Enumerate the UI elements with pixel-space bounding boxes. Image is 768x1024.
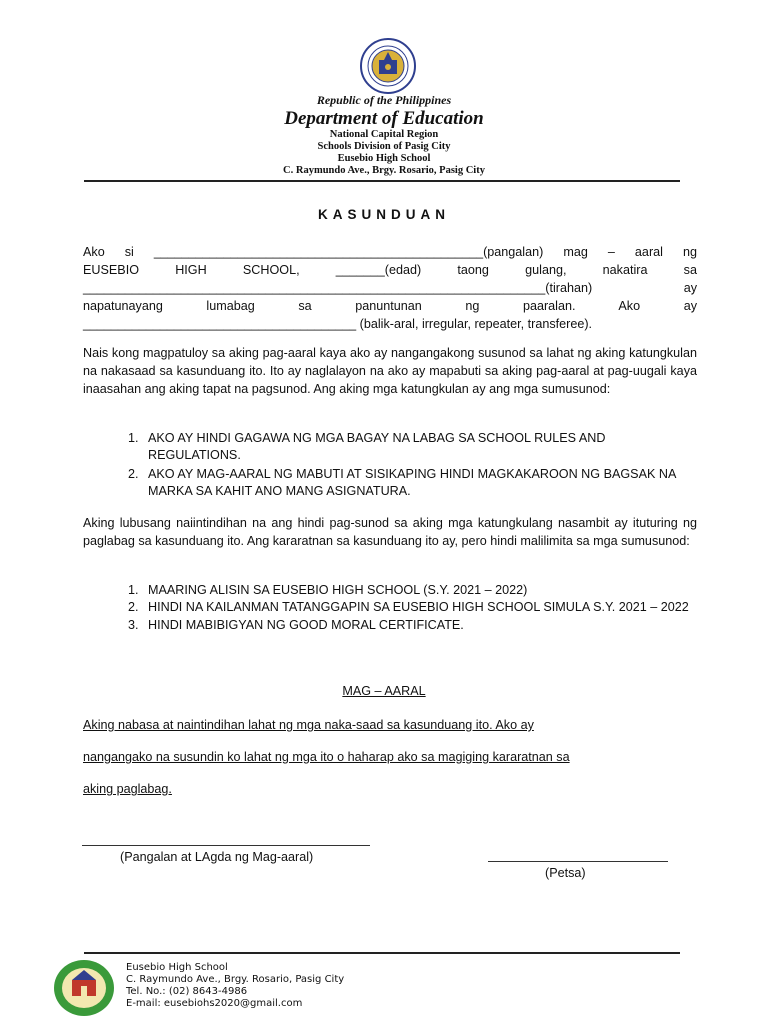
intro-line: EUSEBIO HIGH SCHOOL, _______(edad) taong gulang, nakatira sa	[83, 263, 697, 277]
list-item: 2. AKO AY MAG-AARAL NG MABUTI AT SISIKAPING HINDI MAGKAKAROON NG BAGSAK NA MARKA SA KAHIT ANO MANG ASIGNATURA.	[128, 467, 676, 498]
footer-school: Eusebio High School	[126, 962, 228, 973]
pledge-line: aking paglabag.	[83, 782, 172, 796]
region-line: National Capital Region	[329, 129, 439, 140]
footer-tel: Tel. No.: (02) 8643-4986	[126, 986, 248, 997]
address-line: C. Raymundo Ave., Brgy. Rosario, Pasig City	[283, 165, 485, 176]
commitment-paragraph: Nais kong magpatuloy sa aking pag-aaral kaya ako ay nangangakong susunod sa lahat ng aking katungkulan na nakasaad sa kasunduang ito. Ito ay naglalayon na ako ay mapabuti sa aking pag-aaral at pag-uugali kaya inaasahan ang aking tapat na pagsunod. Ang aking mga katungkulan ay ang mga sumusunod:	[83, 346, 697, 396]
footer-email: E-mail: eusebiohs2020@gmail.com	[126, 998, 303, 1009]
list-item: 3. HINDI MABIBIGYAN NG GOOD MORAL CERTIFICATE.	[128, 618, 464, 632]
list-item: 1. MAARING ALISIN SA EUSEBIO HIGH SCHOOL (S.Y. 2021 – 2022)	[128, 583, 528, 597]
intro-paragraph	[83, 243, 697, 333]
intro-line: _______________________________________ (balik-aral, irregular, repeater, transferee).	[83, 317, 593, 331]
pledge-line: Aking nabasa at naintindihan lahat ng mga naka-saad sa kasunduang ito. Ako ay	[83, 718, 534, 732]
division-line: Schools Division of Pasig City	[317, 141, 451, 152]
signature-caption: (Pangalan at LAgda ng Mag-aaral)	[120, 850, 314, 864]
intro-line: napatunayang lumabag sa panuntunan ng paaralan. Ako ay	[83, 299, 697, 313]
header-divider	[84, 180, 680, 182]
date-caption: (Petsa)	[545, 866, 586, 880]
deped-seal-icon	[352, 38, 424, 94]
consequences-list	[128, 582, 697, 634]
pledge-line: nangangako na susundin ko lahat ng mga ito o haharap ako sa magiging kararatnan sa	[83, 750, 570, 764]
department-name: Department of Education	[284, 108, 484, 129]
consequence-paragraph: Aking lubusang naiintindihan na ang hindi pag-sunod sa aking mga katungkulang nasambit ay ituturing ng paglabag sa kasunduang ito. Ang kararatnan sa kasunduang ito ay, pero hindi malilimita sa mga sumusunod:	[83, 516, 697, 548]
republic-line: Republic of the Philippines	[316, 93, 452, 107]
document-title: KASUNDUAN	[318, 207, 450, 222]
list-item: 2. HINDI NA KAILANMAN TATANGGAPIN SA EUSEBIO HIGH SCHOOL SIMULA S.Y. 2021 – 2022	[128, 600, 689, 614]
footer-divider	[84, 952, 680, 954]
school-logo-icon	[52, 958, 116, 1018]
intro-line: Ako si _______________________________________________(pangalan) mag – aaral ng	[83, 245, 697, 259]
intro-line: __________________________________________________________________(tirahan) ay	[83, 281, 697, 295]
duties-list	[128, 430, 697, 500]
student-heading: MAG – AARAL	[342, 684, 426, 698]
list-item: 1. AKO AY HINDI GAGAWA NG MGA BAGAY NA LABAG SA SCHOOL RULES AND REGULATIONS.	[128, 431, 606, 462]
school-line: Eusebio High School	[337, 153, 431, 164]
footer-address: C. Raymundo Ave., Brgy. Rosario, Pasig City	[126, 974, 345, 985]
date-line	[488, 861, 668, 862]
signature-line	[82, 845, 370, 846]
